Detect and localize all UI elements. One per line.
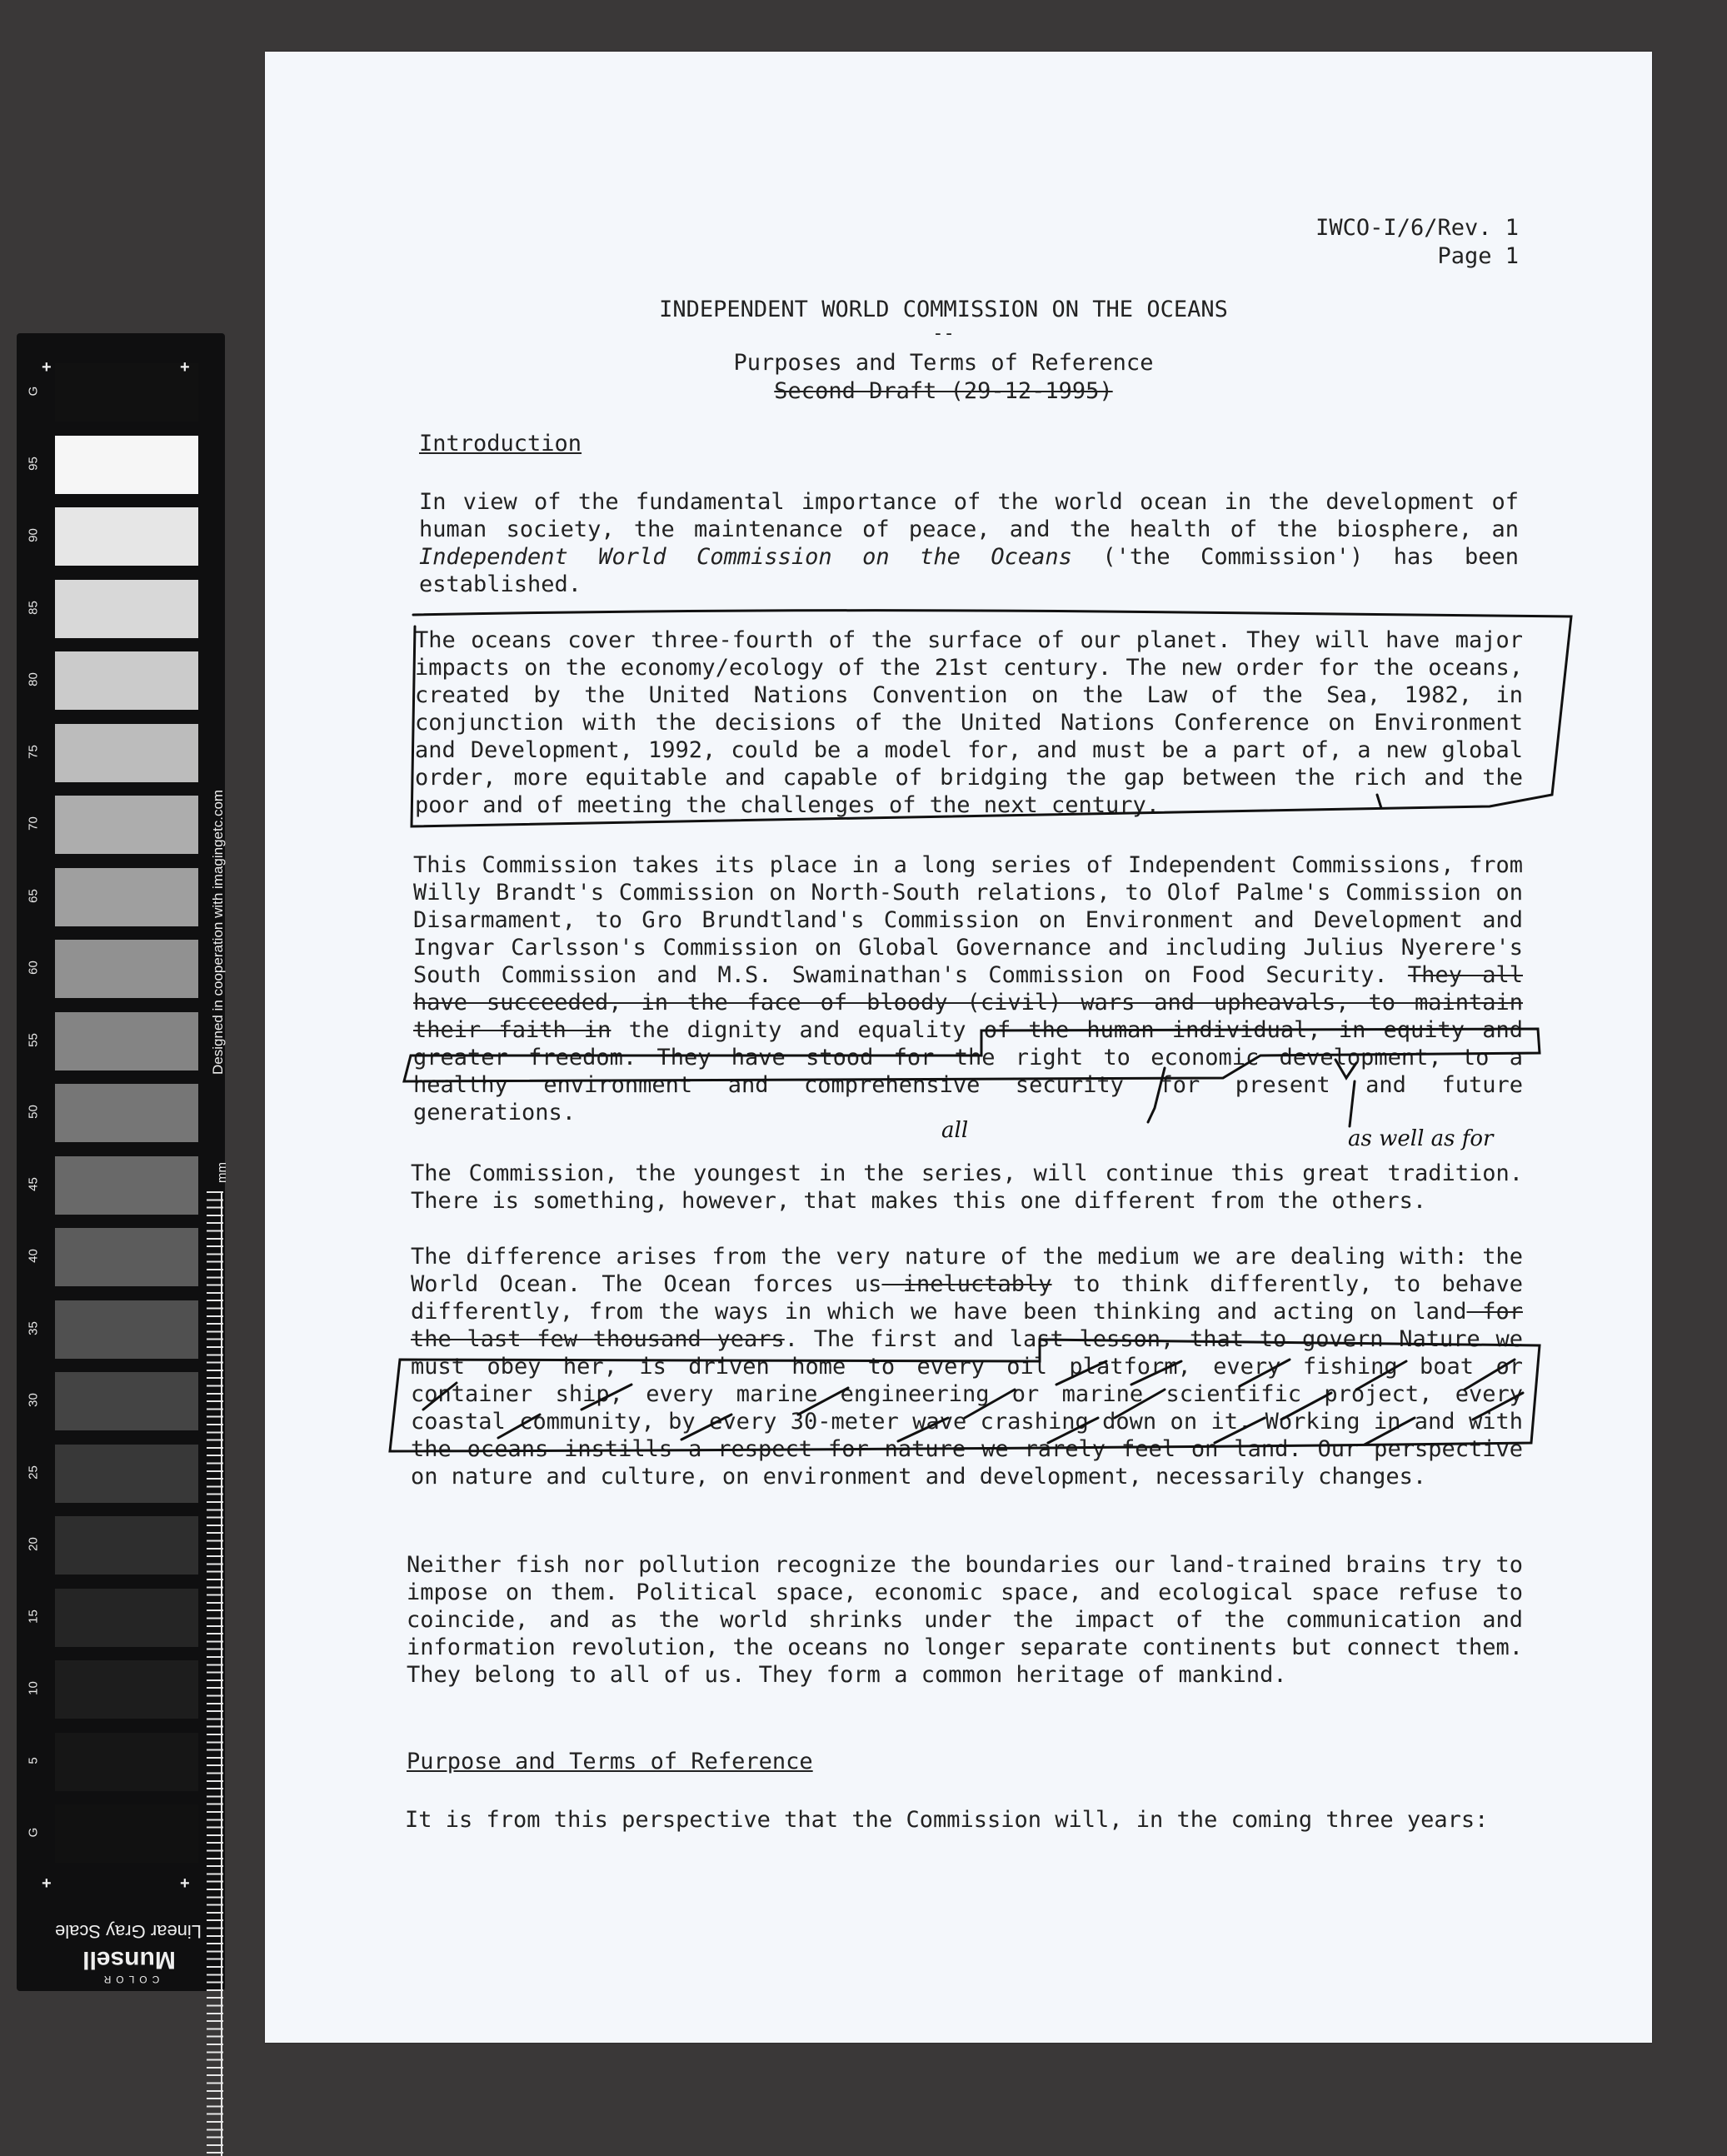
gray-patch-label: 25 [26,1465,41,1480]
paragraph-5 [411,1243,1523,1490]
gray-patch-label: 55 [26,1032,41,1047]
handwritten-all: all [941,1118,969,1143]
gray-patch-label: G [26,386,41,397]
page-number: Page 1 [1437,243,1519,269]
struck-draft-note: Second Draft (29-12-1995) [774,378,1113,404]
gray-patch-label: 85 [26,600,41,615]
paragraph-6: Neither fish nor pollution recognize the boundaries our land-trained brains try to impose on them. Political space, economic space, and ecological space refuse to coincide, and as the world shrinks under the impact of the communication and information revolution, the oceans no longer separate continents but connect them. They belong to all of us. They form a common heritage of mankind. [407,1552,1523,1688]
brand-name: Munsell [82,1946,176,1974]
gray-patch [55,1733,198,1791]
document-page [265,52,1652,2043]
document-title: INDEPENDENT WORLD COMMISSION ON THE OCEANS [659,297,1228,322]
p3-text: This Commission takes its place in a long series of Independent Commissions, from Willy Brandt's Commission on North-South relations, to Olof Palme's Commission on Disarmament, to Gro Brundtland's Commission on Environment and Development and Ingvar Carlsson's Commission on Global Governance and including Julius Nyerere's South Commission and M.S. Swaminathan's Commission on Food Security. [413,852,1523,988]
gray-patch-label: 45 [26,1176,41,1191]
brand-sub: COLOR [98,1974,160,1985]
gray-patch [55,724,198,782]
plus-mark: + [42,358,52,377]
p3-struck: They all have succeeded, in the face of bloody (civil) wars and upheavals, to maintain their faith in [413,962,1523,1043]
gray-patch [55,363,198,422]
gray-patch [55,436,198,494]
scale-credit: Designed in cooperation with imagingetc.com [210,789,226,1075]
gray-patch [55,1445,198,1503]
handwritten-as-well-as: as well as for [1348,1126,1494,1151]
gray-patch [55,1372,198,1430]
paragraph-1 [419,488,1519,598]
gray-patch [55,651,198,710]
gray-patch-label: 90 [26,528,41,542]
document-ref: IWCO-I/6/Rev. 1 [1315,215,1519,241]
gray-patch-label: G [26,1827,41,1838]
gray-patch-label: 50 [26,1105,41,1119]
gray-patch [55,796,198,854]
p5-text: The difference arises from the very nature of the medium we are dealing with: the World Ocean. The Ocean forces us [411,1244,1523,1297]
commission-name: Independent World Commission on the Oceans [419,544,1072,570]
gray-patch [55,1300,198,1359]
gray-patch [55,507,198,566]
paragraph-4: The Commission, the youngest in the series, will continue this great tradition. There is something, however, that makes this one different from the others. [411,1160,1523,1214]
document-subtitle: Purposes and Terms of Reference [733,350,1154,376]
p5-text-end: . The first and last lesson, that to govern Nature we must obey her, is driven home to every oil platform, every fishing boat or container ship, every marine engineering or marine scientific project, every coastal community, by every 30-meter wave crashing down on it. Working in and with the oceans instills a respect for nature we rarely feel on land. Our perspective on nature and culture, on environment and development, necessarily changes. [411,1326,1523,1490]
gray-patch [55,1156,198,1215]
gray-patch-label: 95 [26,456,41,471]
gray-patch-label: 70 [26,816,41,831]
gray-patch-label: 80 [26,672,41,686]
gray-patch-label: 65 [26,888,41,903]
gray-patch-label: 75 [26,744,41,759]
gray-patch [55,1516,198,1575]
scale-title: Linear Gray Scale [54,1921,202,1942]
gray-patch [55,580,198,638]
gray-patch-label: 30 [26,1393,41,1407]
plus-mark: + [42,1874,52,1893]
gray-patch [55,1660,198,1719]
title-separator: -- [932,323,955,344]
mm-label: mm [215,1162,229,1183]
ruler-edge [221,1191,222,2156]
plus-mark: + [180,1874,190,1893]
gray-patch [55,1084,198,1142]
gray-patch-label: 10 [26,1681,41,1695]
purpose-heading: Purpose and Terms of Reference [407,1749,813,1774]
gray-scale-card [17,333,229,1991]
gray-patch [55,868,198,926]
gray-patch [55,1012,198,1071]
gray-patch-label: 20 [26,1537,41,1551]
gray-patch [55,1804,198,1863]
p1-text: In view of the fundamental importance of the world ocean in the development of human society, the maintenance of peace, and the health of the biosphere, an [419,489,1519,542]
gray-patch [55,1228,198,1286]
gray-patch-label: 5 [26,1756,41,1764]
paragraph-2-boxed: The oceans cover three-fourth of the surface of our planet. They will have major impacts on the economy/ecology of the 21st century. The new order for the oceans, created by the United Nations Convention on the Law of the Sea, 1982, in conjunction with the decisions of the United Nations Conference on Environment and Development, 1992, could be a model for, and must be a part of, a new global order, more equitable and capable of bridging the gap between the rich and the poor and of meeting the challenges of the next century. [415,627,1523,818]
gray-patch-label: 15 [26,1609,41,1624]
introduction-heading: Introduction [419,431,582,457]
p5-text-mid: to think differently, to behave differently, from the ways in which we have been thinking and acting on land [411,1271,1523,1325]
paragraph-7: It is from this perspective that the Commission will, in the coming three years: [405,1807,1489,1833]
gray-patch-label: 35 [26,1320,41,1335]
gray-patch-label: 40 [26,1249,41,1263]
munsell-logo [50,1945,208,1985]
p5-struck-1: ineluctably [881,1271,1052,1297]
gray-patch [55,1589,198,1647]
gray-patch-label: 60 [26,961,41,975]
p1-text-end: ('the Commission') has been established. [419,544,1519,597]
p3-text-end: the dignity and equality of the human individual, in equity and greater freedom. They have stood for the right to economic development, to a healthy environment and comprehensive security for present and future generations. [413,1017,1524,1125]
plus-mark: + [180,358,190,377]
gray-patch [55,940,198,998]
p5-struck-2: for the last few thousand years [411,1299,1523,1352]
paragraph-3 [413,851,1523,1126]
